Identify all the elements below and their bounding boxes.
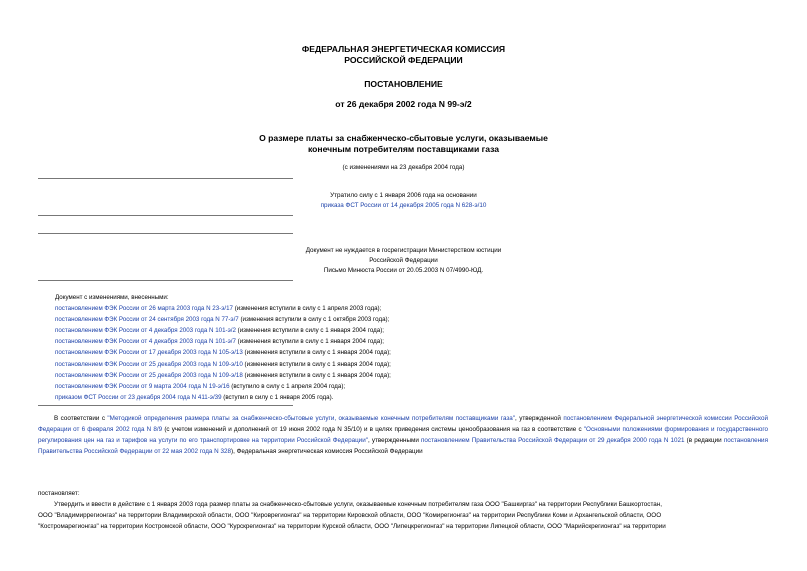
- change-link[interactable]: постановлением ФЭК России от 4 декабря 2003 года N 101-э/2: [55, 327, 236, 335]
- change-note: (изменения вступили в силу с 1 октября 2003 года);: [238, 316, 390, 324]
- basic-provisions-link[interactable]: "Основными положениями формирования и государственного регулирования цен на газ и тарифов на услуги по его транспортировке на территории Российской Федерации": [38, 426, 769, 444]
- divider: [38, 178, 293, 179]
- resolution-line-1: Утвердить и ввести в действие с 1 января 2003 года размер платы за снабженческо-сбытовые услуги, оказываемые конечным потребителям газа ООО "Башкиргаз" на территории Республики Башкортостан,: [54, 501, 662, 508]
- change-link[interactable]: постановлением ФЭК России от 25 декабря 2003 года N 109-э/18: [55, 371, 243, 379]
- divider: [38, 405, 293, 406]
- divider: [38, 233, 293, 234]
- changes-list: [55, 292, 391, 403]
- change-link[interactable]: приказом ФСТ России от 23 декабря 2004 года N 411-э/39: [55, 393, 222, 401]
- expired-note: Утратило силу с 1 января 2006 года на основании: [330, 192, 477, 199]
- government-resolution-amendment-link[interactable]: постановления Правительства Российской Федерации от 22 мая 2002 года N 328: [38, 437, 768, 455]
- document-title-line-1: О размере платы за снабженческо-сбытовые услуги, оказываемые: [259, 133, 548, 143]
- document-title-line-2: конечным потребителям поставщиками газа: [307, 144, 500, 154]
- list-item: [55, 370, 391, 381]
- change-link[interactable]: постановлением ФЭК России от 9 марта 2004 года N 19-э/16: [55, 382, 230, 390]
- change-note: (вступил в силу с 1 января 2005 года).: [221, 393, 334, 401]
- methodology-link[interactable]: "Методикой определения размера платы за снабженческо-сбытовые услуги, оказываемые конечным потребителям поставщиками газа": [107, 415, 516, 422]
- list-item: [55, 347, 391, 358]
- list-item: [55, 381, 391, 392]
- change-link[interactable]: постановлением ФЭК России от 26 марта 2003 года N 23-э/17: [55, 305, 233, 313]
- preamble-paragraph: [38, 413, 768, 457]
- list-item: [55, 392, 391, 403]
- amendment-note: (с изменениями на 23 декабря 2004 года): [342, 164, 465, 171]
- issuer-line-1: ФЕДЕРАЛЬНАЯ ЭНЕРГЕТИЧЕСКАЯ КОМИССИЯ: [301, 44, 506, 54]
- resolves-label: постановляет:: [38, 490, 80, 497]
- paragraph-text: , утвержденными: [367, 437, 422, 444]
- change-link[interactable]: постановлением ФЭК России от 24 сентября 2003 года N 77-э/7: [55, 316, 239, 324]
- resolution-line-3: "Костромарегионгаз" на территории Костромской области, ООО "Курскрегионгаз" на территории Курской области, ООО "Липецкрегионгаз" на территории Липецкой области, ООО "Марийскрегионгаз" на территории: [38, 523, 666, 530]
- list-item: [55, 314, 391, 325]
- change-note: (изменения вступили в силу с 1 января 2004 года);: [242, 360, 391, 368]
- change-link[interactable]: постановлением ФЭК России от 25 декабря 2003 года N 109-э/10: [55, 360, 243, 368]
- list-item: [55, 359, 391, 370]
- divider: [38, 215, 293, 216]
- fek-resolution-link[interactable]: постановлением Федеральной энергетической комиссии Российской Федерации от 6 февраля 2002 года N 8/9: [38, 415, 768, 433]
- registration-line-2: Российской Федерации: [369, 257, 438, 264]
- document-type: ПОСТАНОВЛЕНИЕ: [364, 79, 443, 89]
- change-note: (изменения вступили в силу с 1 января 2004 года);: [235, 327, 384, 335]
- paragraph-text: , утвержденной: [515, 415, 564, 422]
- list-item: [55, 336, 391, 347]
- registration-line-1: Документ не нуждается в госрегистрации Министерством юстиции: [305, 247, 502, 254]
- change-link[interactable]: постановлением ФЭК России от 17 декабря 2003 года N 105-э/13: [55, 349, 243, 357]
- change-note: (изменения вступили в силу с 1 января 2004 года);: [235, 338, 384, 346]
- changes-intro: Документ с изменениями, внесенными:: [55, 294, 169, 301]
- paragraph-text: (в редакции: [684, 437, 724, 444]
- change-note: (изменения вступили в силу с 1 января 2004 года);: [242, 371, 391, 379]
- document-date-number: от 26 декабря 2002 года N 99-э/2: [335, 99, 472, 109]
- expired-order-link[interactable]: приказа ФСТ России от 14 декабря 2005 года N 628-э/10: [320, 202, 487, 209]
- change-note: (изменения вступили в силу с 1 января 2004 года);: [242, 349, 391, 357]
- list-item: [55, 303, 391, 314]
- resolution-line-2: ООО "Владимиррегионгаз" на территории Владимирской области, ООО "Кироврегионгаз" на территории Кировской области, ООО "Комирегионгаз" на территории Республики Коми и Архангельской области, ООО: [38, 512, 662, 519]
- government-resolution-link[interactable]: постановлением Правительства Российской Федерации от 29 декабря 2000 года N 1021: [421, 437, 685, 444]
- paragraph-text: ), Федеральная энергетическая комиссия Российской Федерации: [230, 448, 423, 455]
- change-link[interactable]: постановлением ФЭК России от 4 декабря 2003 года N 101-э/7: [55, 338, 236, 346]
- list-item: [55, 325, 391, 336]
- issuer-line-2: РОССИЙСКОЙ ФЕДЕРАЦИИ: [344, 55, 463, 65]
- change-note: (изменения вступили в силу с 1 апреля 2003 года);: [232, 305, 382, 313]
- divider: [38, 280, 293, 281]
- change-note: (вступило в силу с 1 апреля 2004 года);: [229, 382, 346, 390]
- paragraph-text: В соответствии с: [54, 415, 108, 422]
- paragraph-text: (с учетом изменений и дополнений от 19 июня 2002 года N 35/10) и в целях приведения системы ценообразования на газ в соответствие с: [162, 426, 584, 433]
- registration-line-3: Письмо Минюста России от 20.05.2003 N 07/4990-ЮД.: [323, 267, 484, 274]
